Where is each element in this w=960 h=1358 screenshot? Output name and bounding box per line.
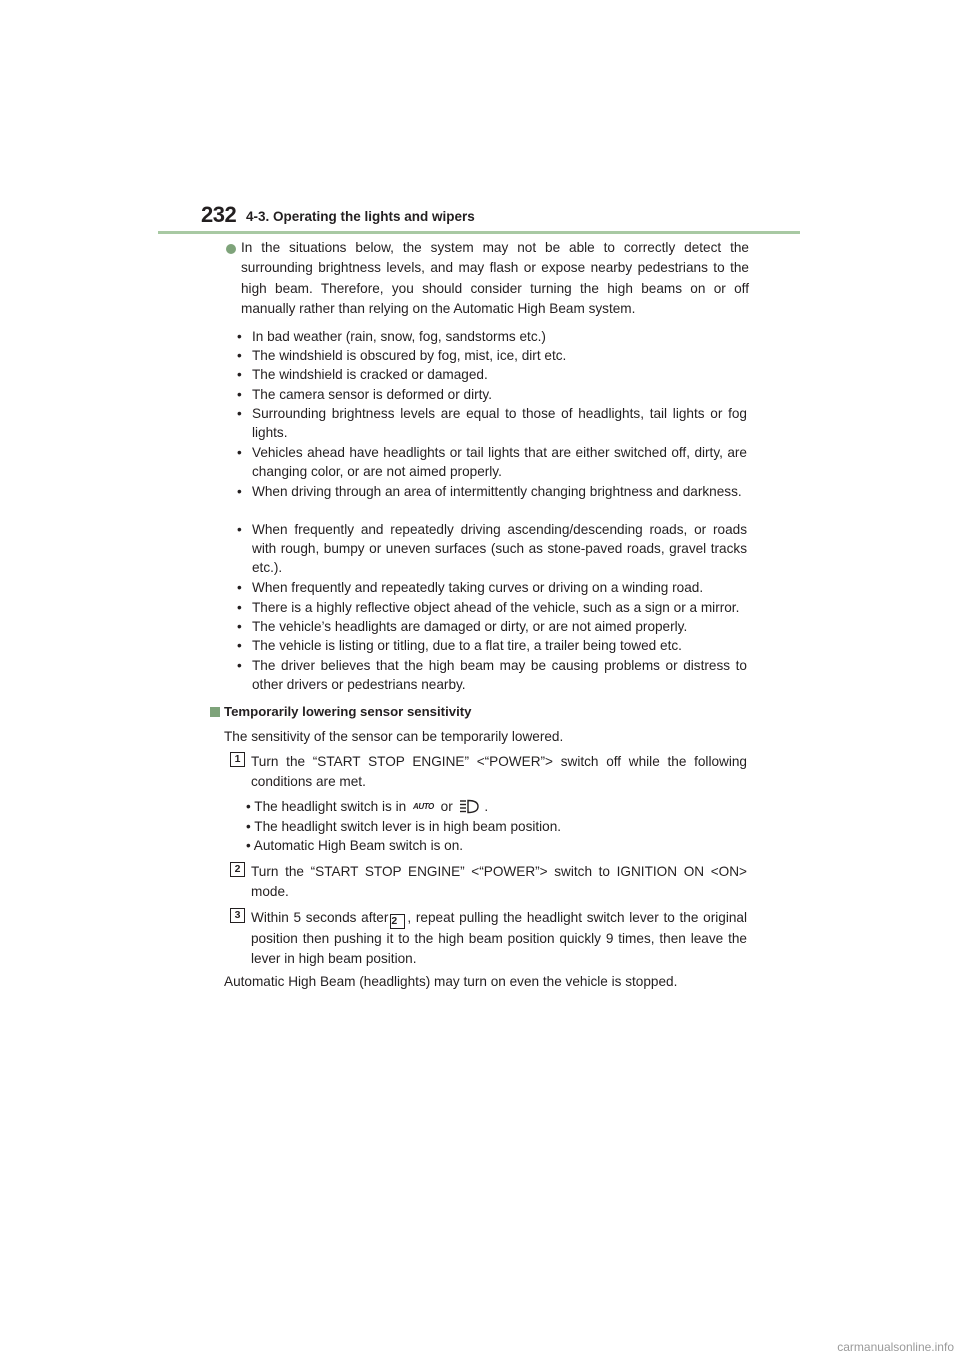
condition-item: • The vehicle’s headlights are damaged or dirty, or are not aimed properly. [237, 619, 688, 634]
section-heading: Temporarily lowering sensor sensitivity [224, 704, 472, 719]
step-number-badge: 3 [230, 908, 245, 923]
step-number-badge: 2 [230, 862, 245, 877]
condition-item: • The windshield is cracked or damaged. [237, 367, 488, 382]
step1-condition: • The headlight switch lever is in high beam position. [246, 819, 562, 834]
page-header [0, 0, 960, 240]
condition-item: • Vehicles ahead have headlights or tail lights that are either switched off, dirty, are changing color, or are not aimed properly. [237, 445, 747, 480]
step-text: Within 5 seconds after 2 , repeat pulling the headlight switch lever to the original position then pushing it to the high beam position quickly 9 times, then leave the lever in high beam position. [251, 910, 747, 966]
condition-item: • When frequently and repeatedly taking curves or driving on a winding road. [237, 580, 704, 595]
step-number-badge: 1 [230, 752, 245, 767]
intro-paragraph: In the situations below, the system may not be able to correctly detect the surrounding brightness levels, and may flash or expose nearby pedestrians to the high beam. Therefore, you should consider turning the high beams on or off manually rather than relying on the Automatic High Beam system. [241, 240, 749, 317]
condition-item: • The vehicle is listing or titling, due to a flat tire, a trailer being towed etc. [237, 638, 682, 653]
section-title: 4-3. Operating the lights and wipers [246, 209, 475, 224]
step1-condition: • The headlight switch is in AUTO or . [246, 797, 488, 820]
step-reference-badge: 2 [390, 914, 405, 929]
circle-bullet-icon [226, 244, 236, 254]
condition-item: • In bad weather (rain, snow, fog, sandstorms etc.) [237, 329, 546, 344]
header-rule [158, 231, 800, 234]
square-marker-icon [210, 707, 220, 717]
condition-item: • When driving through an area of intermittently changing brightness and darkness. [237, 484, 742, 499]
step-text: Turn the “START STOP ENGINE” <“POWER”> switch off while the following conditions are met. [251, 754, 747, 789]
auto-mode-icon: AUTO [412, 802, 434, 811]
section-lead: The sensitivity of the sensor can be temporarily lowered. [224, 729, 564, 744]
step-text: Turn the “START STOP ENGINE” <“POWER”> switch to IGNITION ON <ON> mode. [251, 864, 747, 899]
condition-item: • There is a highly reflective object ahead of the vehicle, such as a sign or a mirror. [237, 600, 740, 615]
condition-item: • The driver believes that the high beam may be causing problems or distress to other drivers or pedestrians nearby. [237, 658, 747, 693]
condition-item: • The camera sensor is deformed or dirty. [237, 387, 492, 402]
condition-item: • When frequently and repeatedly driving ascending/descending roads, or roads with rough, bumpy or uneven surfaces (such as stone-paved roads, gravel tracks etc.). [237, 522, 747, 576]
condition-item: • The windshield is obscured by fog, mist, ice, dirt etc. [237, 348, 567, 363]
closing-note: Automatic High Beam (headlights) may turn on even the vehicle is stopped. [224, 974, 678, 989]
condition-item: • Surrounding brightness levels are equal to those of headlights, tail lights or fog lights. [237, 406, 747, 441]
step1-condition: • Automatic High Beam switch is on. [246, 838, 464, 853]
footer-watermark: carmanualsonline.info [837, 1340, 954, 1354]
page-number: 232 [201, 202, 237, 227]
